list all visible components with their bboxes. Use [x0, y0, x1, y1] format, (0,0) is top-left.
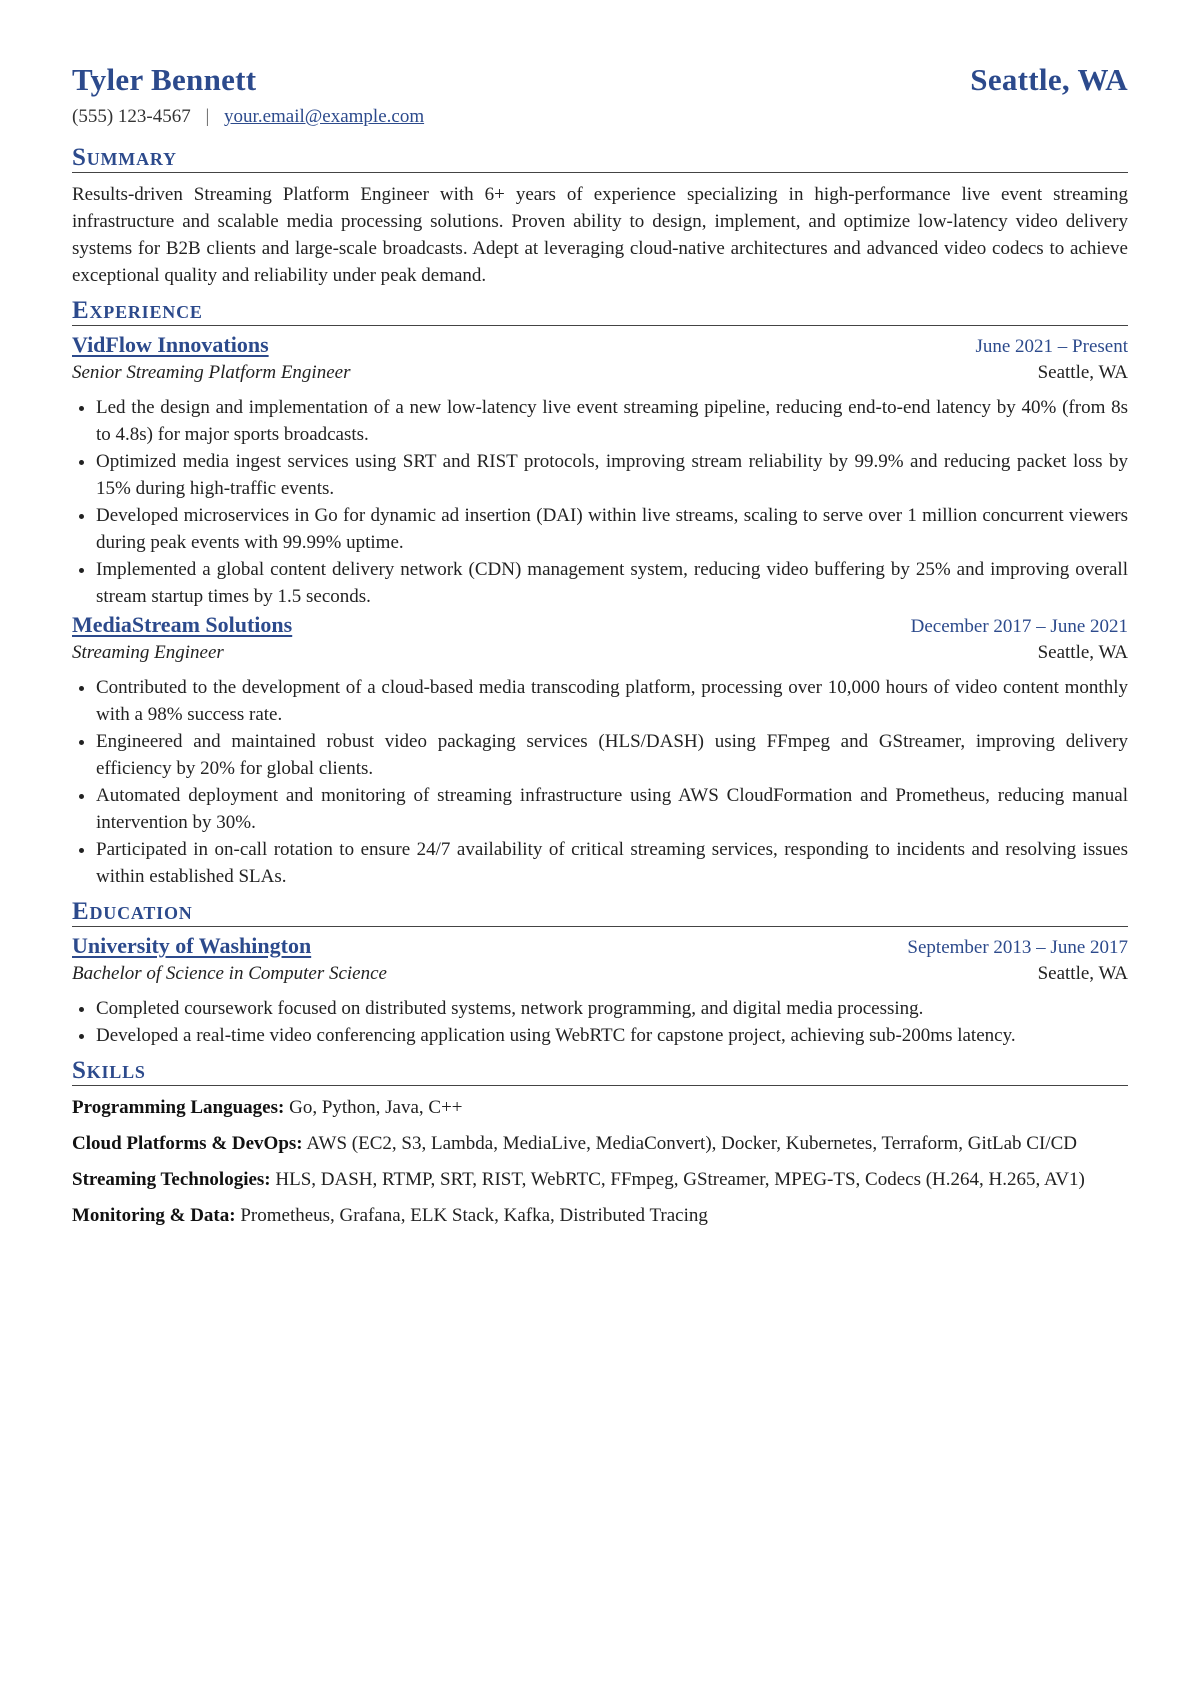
skill-value: Go, Python, Java, C++ [289, 1097, 463, 1118]
experience-entry [72, 612, 1128, 890]
company-link[interactable]: VidFlow Innovations [72, 332, 269, 357]
job-title: Streaming Engineer [72, 642, 224, 663]
skill-label: Cloud Platforms & DevOps: [72, 1133, 303, 1154]
entry-dates: September 2013 – June 2017 [907, 937, 1128, 958]
section-title-skills: Skills [72, 1057, 1128, 1086]
entry-header [72, 933, 1128, 959]
skill-value: AWS (EC2, S3, Lambda, MediaLive, MediaConvert), Docker, Kubernetes, Terraform, GitLab CI/CD [306, 1133, 1077, 1154]
skill-value: Prometheus, Grafana, ELK Stack, Kafka, Distributed Tracing [240, 1205, 708, 1226]
education-item: • Completed coursework focused on distributed systems, network programming, and digital media processing. [96, 995, 1128, 1022]
achievement-item: • Optimized media ingest services using SRT and RIST protocols, improving stream reliability by 99.9% and reducing packet loss by 15% during high-traffic events. [96, 448, 1128, 502]
entry-header [72, 332, 1128, 358]
achievement-item: • Implemented a global content delivery network (CDN) management system, reducing video buffering by 25% and improving overall stream startup times by 1.5 seconds. [96, 556, 1128, 610]
summary-text: Results-driven Streaming Platform Engineer with 6+ years of experience specializing in high-performance live event streaming infrastructure and scalable media processing solutions. Proven ability to design, implement, and optimize low-latency video delivery systems for B2B clients and large-scale broadcasts. Adept at leveraging cloud-native architectures and advanced video codecs to achieve exceptional quality and reliability under peak demand. [72, 184, 1128, 286]
resume-page [72, 62, 1128, 1229]
phone-number: (555) 123-4567 [72, 106, 191, 127]
achievement-item: • Led the design and implementation of a new low-latency live event streaming pipeline, reducing end-to-end latency by 40% (from 8s to 4.8s) for major sports broadcasts. [96, 394, 1128, 448]
section-title-experience: Experience [72, 297, 1128, 326]
skill-line [72, 1130, 1128, 1157]
entry-dates: June 2021 – Present [975, 336, 1128, 357]
school-location: Seattle, WA [1037, 963, 1128, 984]
candidate-location: Seattle, WA [970, 62, 1128, 97]
candidate-name: Tyler Bennett [72, 62, 257, 97]
education-item: • Developed a real-time video conferencing application using WebRTC for capstone project, achieving sub-200ms latency. [96, 1022, 1128, 1049]
summary-section [72, 144, 1128, 289]
job-title: Senior Streaming Platform Engineer [72, 362, 351, 383]
school-link[interactable]: University of Washington [72, 933, 312, 958]
achievement-item: • Participated in on-call rotation to ensure 24/7 availability of critical streaming services, responding to incidents and resolving issues within established SLAs. [96, 836, 1128, 890]
achievement-item: • Contributed to the development of a cloud-based media transcoding platform, processing over 10,000 hours of video content monthly with a 98% success rate. [96, 674, 1128, 728]
skill-label: Monitoring & Data: [72, 1205, 236, 1226]
achievement-list [72, 394, 1128, 610]
achievement-item: • Automated deployment and monitoring of streaming infrastructure using AWS CloudFormation and Prometheus, reducing manual intervention by 30%. [96, 782, 1128, 836]
skills-section [72, 1057, 1128, 1229]
contact-separator: | [205, 106, 210, 127]
skill-line [72, 1166, 1128, 1193]
experience-entry [72, 332, 1128, 610]
entry-subheader [72, 642, 1128, 664]
achievement-item: • Developed microservices in Go for dynamic ad insertion (DAI) within live streams, scaling to serve over 1 million concurrent viewers during peak events with 99.99% uptime. [96, 502, 1128, 556]
job-location: Seattle, WA [1037, 642, 1128, 663]
education-entry [72, 933, 1128, 1049]
skill-line [72, 1202, 1128, 1229]
job-location: Seattle, WA [1037, 362, 1128, 383]
entry-header [72, 612, 1128, 638]
email-link[interactable]: your.email@example.com [224, 106, 425, 127]
contact-line [72, 106, 1128, 128]
section-title-summary: Summary [72, 144, 1128, 173]
resume-header [72, 62, 1128, 98]
entry-subheader [72, 362, 1128, 384]
degree: Bachelor of Science in Computer Science [72, 963, 387, 984]
experience-section [72, 297, 1128, 890]
entry-dates: December 2017 – June 2021 [910, 616, 1128, 637]
achievement-list [72, 674, 1128, 890]
skill-label: Programming Languages: [72, 1097, 285, 1118]
skill-value: HLS, DASH, RTMP, SRT, RIST, WebRTC, FFmpeg, GStreamer, MPEG-TS, Codecs (H.264, H.265, AV1) [275, 1169, 1085, 1190]
education-list [72, 995, 1128, 1049]
company-link[interactable]: MediaStream Solutions [72, 612, 293, 637]
skill-label: Streaming Technologies: [72, 1169, 271, 1190]
entry-subheader [72, 963, 1128, 985]
education-section [72, 898, 1128, 1049]
section-title-education: Education [72, 898, 1128, 927]
achievement-item: • Engineered and maintained robust video packaging services (HLS/DASH) using FFmpeg and GStreamer, improving delivery efficiency by 20% for global clients. [96, 728, 1128, 782]
skill-line [72, 1094, 1128, 1121]
